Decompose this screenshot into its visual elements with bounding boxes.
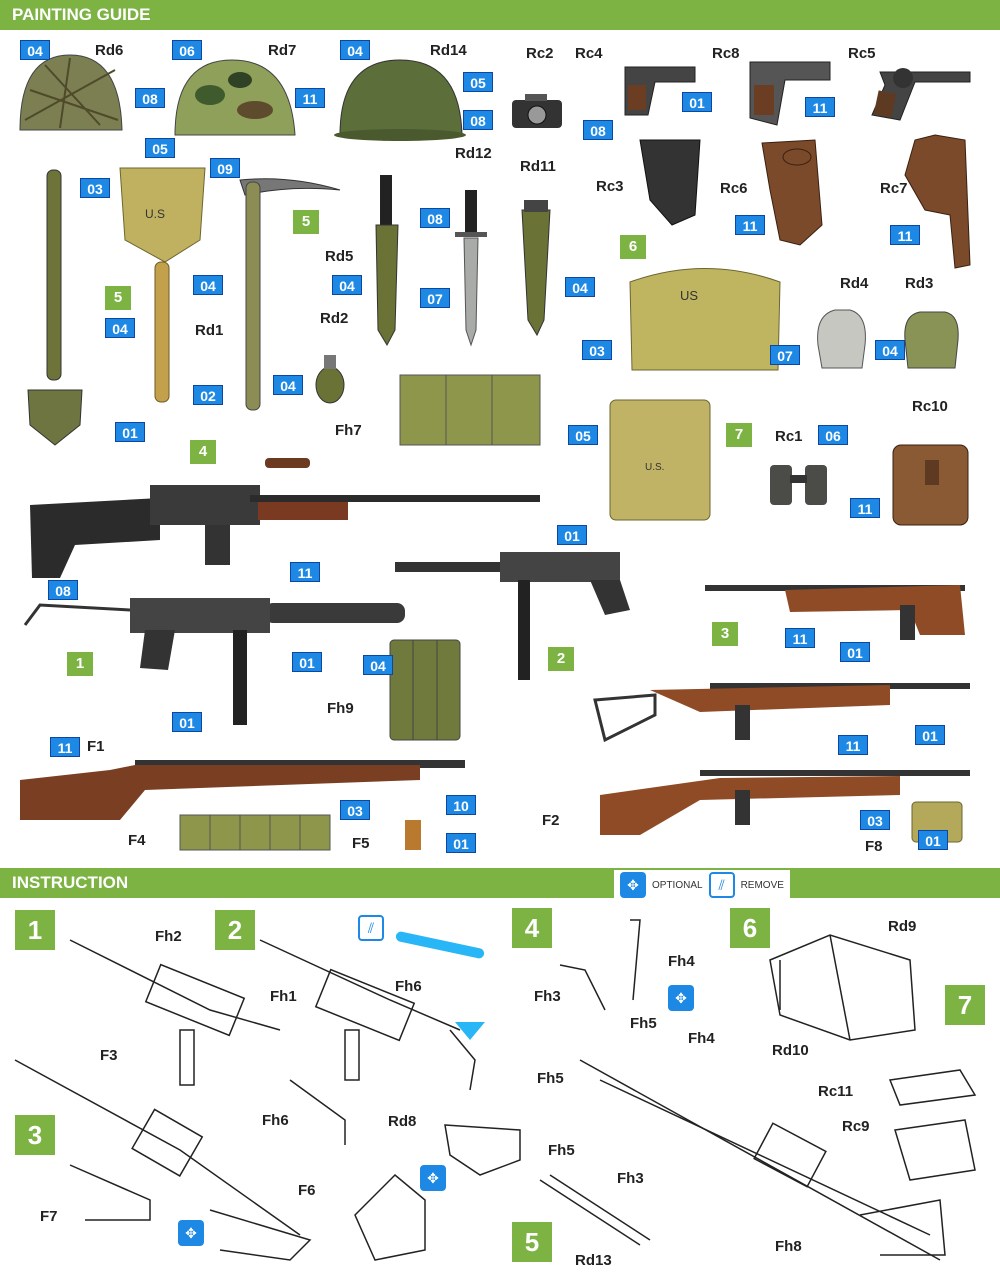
canteen-rd3-icon xyxy=(905,312,958,368)
step1-drawing xyxy=(70,940,345,1145)
label-rd2: Rd2 xyxy=(320,310,349,327)
color-tag: 11 xyxy=(805,97,835,117)
group-tag: 1 xyxy=(67,652,93,676)
label-f1: F1 xyxy=(87,738,105,755)
label-rd9: Rd9 xyxy=(888,918,917,935)
color-tag: 05 xyxy=(568,425,598,445)
step2-drawing xyxy=(260,940,475,1090)
carbine-paratrooper-open-icon xyxy=(595,683,970,740)
color-tag: 07 xyxy=(770,345,800,365)
label-rd12: Rd12 xyxy=(455,145,492,162)
label-rd13: Rd13 xyxy=(575,1252,612,1269)
label-fh7: Fh7 xyxy=(335,422,362,439)
svg-text:U.S.: U.S. xyxy=(645,462,665,473)
helmet-plain-icon xyxy=(334,60,466,141)
holster-rc6-icon xyxy=(762,140,822,245)
color-tag: 04 xyxy=(105,318,135,338)
remove-icon: ⫽ xyxy=(358,915,384,941)
label-fh6-step2: Fh6 xyxy=(395,978,422,995)
label-rd5: Rd5 xyxy=(325,248,354,265)
legend-optional: OPTIONAL xyxy=(652,879,703,891)
svg-text:U.S: U.S xyxy=(145,207,166,221)
svg-text:US: US xyxy=(680,288,699,303)
color-tag: 01 xyxy=(918,830,948,850)
revolver-rc5-icon xyxy=(872,68,970,120)
group-tag: 7 xyxy=(726,423,752,447)
color-tag: 04 xyxy=(20,40,50,60)
step4-drawing xyxy=(560,920,945,1260)
grenade-icon xyxy=(316,355,344,403)
step-4: 4 xyxy=(512,908,552,948)
label-fh2: Fh2 xyxy=(155,928,182,945)
holster-rc3-icon xyxy=(640,140,700,225)
step-2: 2 xyxy=(215,910,255,950)
color-tag: 04 xyxy=(332,275,362,295)
garand-f1-icon xyxy=(20,760,465,820)
label-f2: F2 xyxy=(542,812,560,829)
step5-drawing xyxy=(355,1125,650,1260)
label-rc2: Rc2 xyxy=(526,45,554,62)
step-6: 6 xyxy=(730,908,770,948)
step-7: 7 xyxy=(945,985,985,1025)
label-fh1: Fh1 xyxy=(270,988,297,1005)
label-f8: F8 xyxy=(865,838,883,855)
color-tag: 08 xyxy=(463,110,493,130)
step7-drawing xyxy=(890,1070,975,1180)
color-tag: 11 xyxy=(890,225,920,245)
label-fh3-bottom: Fh3 xyxy=(617,1170,644,1187)
step3-drawing xyxy=(15,1060,310,1260)
color-tag: 08 xyxy=(48,580,78,600)
color-tag: 01 xyxy=(172,712,202,732)
group-tag: 2 xyxy=(548,647,574,671)
color-tag: 03 xyxy=(582,340,612,360)
shovel-left-icon xyxy=(28,170,82,445)
label-rc10: Rc10 xyxy=(912,398,948,415)
group-tag: 6 xyxy=(620,235,646,259)
bayonet-rd12-icon xyxy=(455,190,487,345)
label-fh6-step1: Fh6 xyxy=(262,1112,289,1129)
color-tag: 07 xyxy=(420,288,450,308)
color-tag: 01 xyxy=(840,642,870,662)
label-rc3: Rc3 xyxy=(596,178,624,195)
color-tag: 10 xyxy=(446,795,476,815)
color-tag: 01 xyxy=(682,92,712,112)
color-tag: 01 xyxy=(115,422,145,442)
label-rd6: Rd6 xyxy=(95,42,124,59)
label-rd3: Rd3 xyxy=(905,275,934,292)
label-rd4: Rd4 xyxy=(840,275,869,292)
color-tag: 01 xyxy=(292,652,322,672)
color-tag: 11 xyxy=(785,628,815,648)
bar-rifle-icon xyxy=(30,458,540,578)
canteen-rd4-icon xyxy=(818,310,866,368)
label-rd14: Rd14 xyxy=(430,42,467,59)
color-tag: 02 xyxy=(193,385,223,405)
optional-icon: ✥ xyxy=(420,1165,446,1191)
helmet-camo-icon xyxy=(175,60,295,135)
label-rd7: Rd7 xyxy=(268,42,297,59)
label-rc1: Rc1 xyxy=(775,428,803,445)
color-tag: 11 xyxy=(850,498,880,518)
binocular-case-icon xyxy=(893,445,968,525)
down-arrow-icon xyxy=(455,1022,485,1040)
color-tag: 04 xyxy=(875,340,905,360)
label-f6: F6 xyxy=(298,1182,316,1199)
step6-drawing xyxy=(770,935,915,1040)
color-tag: 08 xyxy=(135,88,165,108)
label-fh8: Fh8 xyxy=(775,1238,802,1255)
color-tag: 01 xyxy=(557,525,587,545)
label-f4: F4 xyxy=(128,832,146,849)
color-tag: 06 xyxy=(172,40,202,60)
color-tag: 04 xyxy=(273,375,303,395)
color-tag: 11 xyxy=(735,215,765,235)
label-rd11: Rd11 xyxy=(520,158,556,175)
label-fh4-mid: Fh4 xyxy=(688,1030,715,1047)
color-tag: 04 xyxy=(363,655,393,675)
label-f7: F7 xyxy=(40,1208,58,1225)
color-tag: 03 xyxy=(80,178,110,198)
holster-rc7-icon xyxy=(905,135,970,268)
color-tag: 11 xyxy=(295,88,325,108)
bayonet-rd11-icon xyxy=(522,200,550,335)
color-tag: 11 xyxy=(290,562,320,582)
label-rc9: Rc9 xyxy=(842,1118,870,1135)
optional-icon: ✥ xyxy=(620,872,646,898)
color-tag: 03 xyxy=(860,810,890,830)
color-tag: 05 xyxy=(145,138,175,158)
carbine-paratrooper-folded-icon xyxy=(705,585,965,640)
legend-remove: REMOVE xyxy=(740,879,784,891)
clip-f5-icon xyxy=(405,820,421,850)
binoculars-icon xyxy=(770,465,827,505)
label-fh9: Fh9 xyxy=(327,700,354,717)
label-rc11: Rc11 xyxy=(818,1083,854,1100)
step-3: 3 xyxy=(15,1115,55,1155)
color-tag: 03 xyxy=(340,800,370,820)
label-rd10: Rd10 xyxy=(772,1042,809,1059)
label-rc4: Rc4 xyxy=(575,45,603,62)
color-tag: 04 xyxy=(565,277,595,297)
cartridge-belt-f4-icon xyxy=(180,815,330,850)
label-rd8: Rd8 xyxy=(388,1113,417,1130)
label-fh4-top: Fh4 xyxy=(668,953,695,970)
color-tag: 08 xyxy=(420,208,450,228)
color-tag: 04 xyxy=(340,40,370,60)
label-rc8: Rc8 xyxy=(712,45,740,62)
color-tag: 06 xyxy=(818,425,848,445)
label-f5: F5 xyxy=(352,835,370,852)
helmet-netted-icon xyxy=(20,55,122,130)
map-case-icon xyxy=(610,400,710,520)
color-tag: 04 xyxy=(193,275,223,295)
bayonet-rd5-icon xyxy=(376,175,398,345)
label-fh5-left: Fh5 xyxy=(537,1070,564,1087)
remove-icon: ⫽ xyxy=(709,872,735,898)
label-rd1: Rd1 xyxy=(195,322,224,339)
group-tag: 5 xyxy=(293,210,319,234)
label-fh5-top: Fh5 xyxy=(630,1015,657,1032)
group-tag: 3 xyxy=(712,622,738,646)
service-mask-bag-icon xyxy=(630,269,780,371)
step-5: 5 xyxy=(512,1222,552,1262)
step-1: 1 xyxy=(15,910,55,950)
color-tag: 05 xyxy=(463,72,493,92)
color-tag: 08 xyxy=(583,120,613,140)
optional-icon: ✥ xyxy=(668,985,694,1011)
color-tag: 11 xyxy=(50,737,80,757)
remove-tube-icon xyxy=(395,931,485,959)
color-tag: 01 xyxy=(915,725,945,745)
group-tag: 4 xyxy=(190,440,216,464)
ammo-pouch-fh7-icon xyxy=(400,375,540,445)
label-f3: F3 xyxy=(100,1047,118,1064)
camera-icon xyxy=(512,94,562,128)
color-tag: 11 xyxy=(838,735,868,755)
color-tag: 01 xyxy=(446,833,476,853)
optional-icon: ✥ xyxy=(178,1220,204,1246)
label-rc5: Rc5 xyxy=(848,45,876,62)
label-fh5-bottom: Fh5 xyxy=(548,1142,575,1159)
instruction-header: INSTRUCTION xyxy=(0,868,1000,898)
instruction-legend xyxy=(614,870,790,900)
group-tag: 5 xyxy=(105,286,131,310)
painting-guide-header: PAINTING GUIDE xyxy=(0,0,1000,30)
color-tag: 09 xyxy=(210,158,240,178)
label-fh3-top: Fh3 xyxy=(534,988,561,1005)
label-rc6: Rc6 xyxy=(720,180,748,197)
magazine-pouch-fh9-icon xyxy=(390,640,460,740)
label-rc7: Rc7 xyxy=(880,180,908,197)
